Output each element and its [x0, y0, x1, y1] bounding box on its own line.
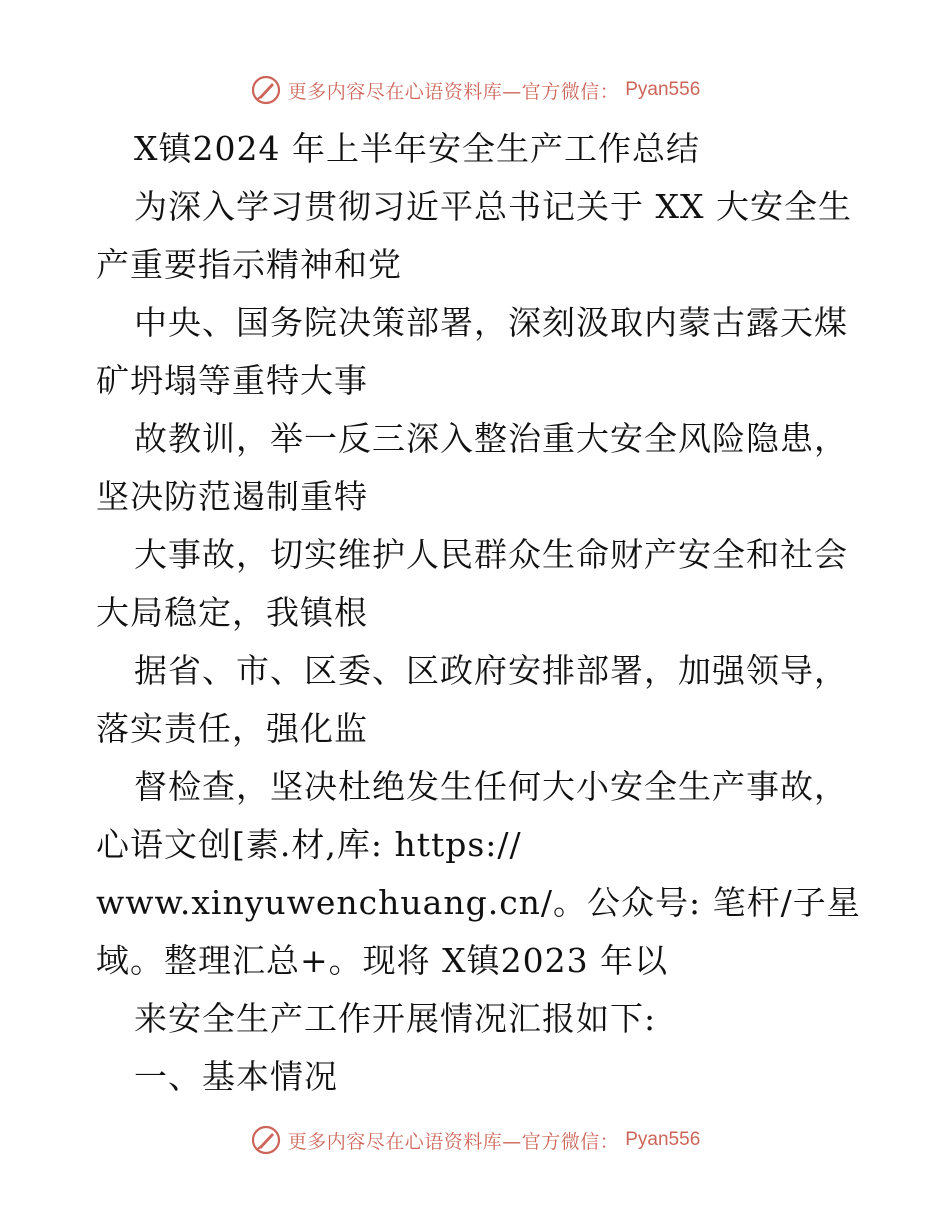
paragraph-line: 落实责任，强化监	[96, 709, 368, 748]
watermark-id: Pyan556	[625, 79, 701, 100]
paragraph-line: 大局稳定，我镇根	[96, 593, 368, 632]
watermark-text: 更多内容尽在心语资料库—官方微信：	[287, 1130, 620, 1153]
paragraph-line: 中央、国务院决策部署，深刻汲取内蒙古露天煤	[134, 303, 848, 342]
paragraph-line: 故教训，举一反三深入整治重大安全风险隐患，	[134, 419, 848, 458]
paragraph-line: 为深入学习贯彻习近平总书记关于 XX 大安全生	[134, 187, 852, 226]
document-title: X镇2024 年上半年安全生产工作总结	[134, 129, 700, 168]
paragraph-line: 产重要指示精神和党	[96, 245, 402, 284]
paragraph-line: 督检查，坚决杜绝发生任何大小安全生产事故，	[134, 767, 848, 806]
watermark-id: Pyan556	[625, 1129, 701, 1150]
document-body	[96, 120, 866, 1106]
watermark-header	[0, 70, 950, 110]
paragraph-line: 据省、市、区委、区政府安排部署，加强领导，	[134, 651, 848, 690]
quill-logo-icon	[250, 1124, 282, 1156]
paragraph-line: 来安全生产工作开展情况汇报如下:	[134, 999, 657, 1038]
paragraph-line: 大事故，切实维护人民群众生命财产安全和社会	[134, 535, 848, 574]
quill-logo-icon	[250, 74, 282, 106]
paragraph-line: 域。整理汇总+。现将 X镇2023 年以	[96, 941, 669, 980]
paragraph-line: 坚决防范遏制重特	[96, 477, 368, 516]
paragraph-line: 心语文创[素.材,库: https://	[96, 825, 522, 864]
watermark-footer	[0, 1120, 950, 1160]
watermark-text: 更多内容尽在心语资料库—官方微信：	[287, 80, 620, 103]
section-heading: 一、基本情况	[134, 1057, 338, 1096]
paragraph-line: www.xinyuwenchuang.cn/。公众号: 笔杆/子星	[96, 883, 861, 922]
paragraph-line: 矿坍塌等重特大事	[96, 361, 368, 400]
